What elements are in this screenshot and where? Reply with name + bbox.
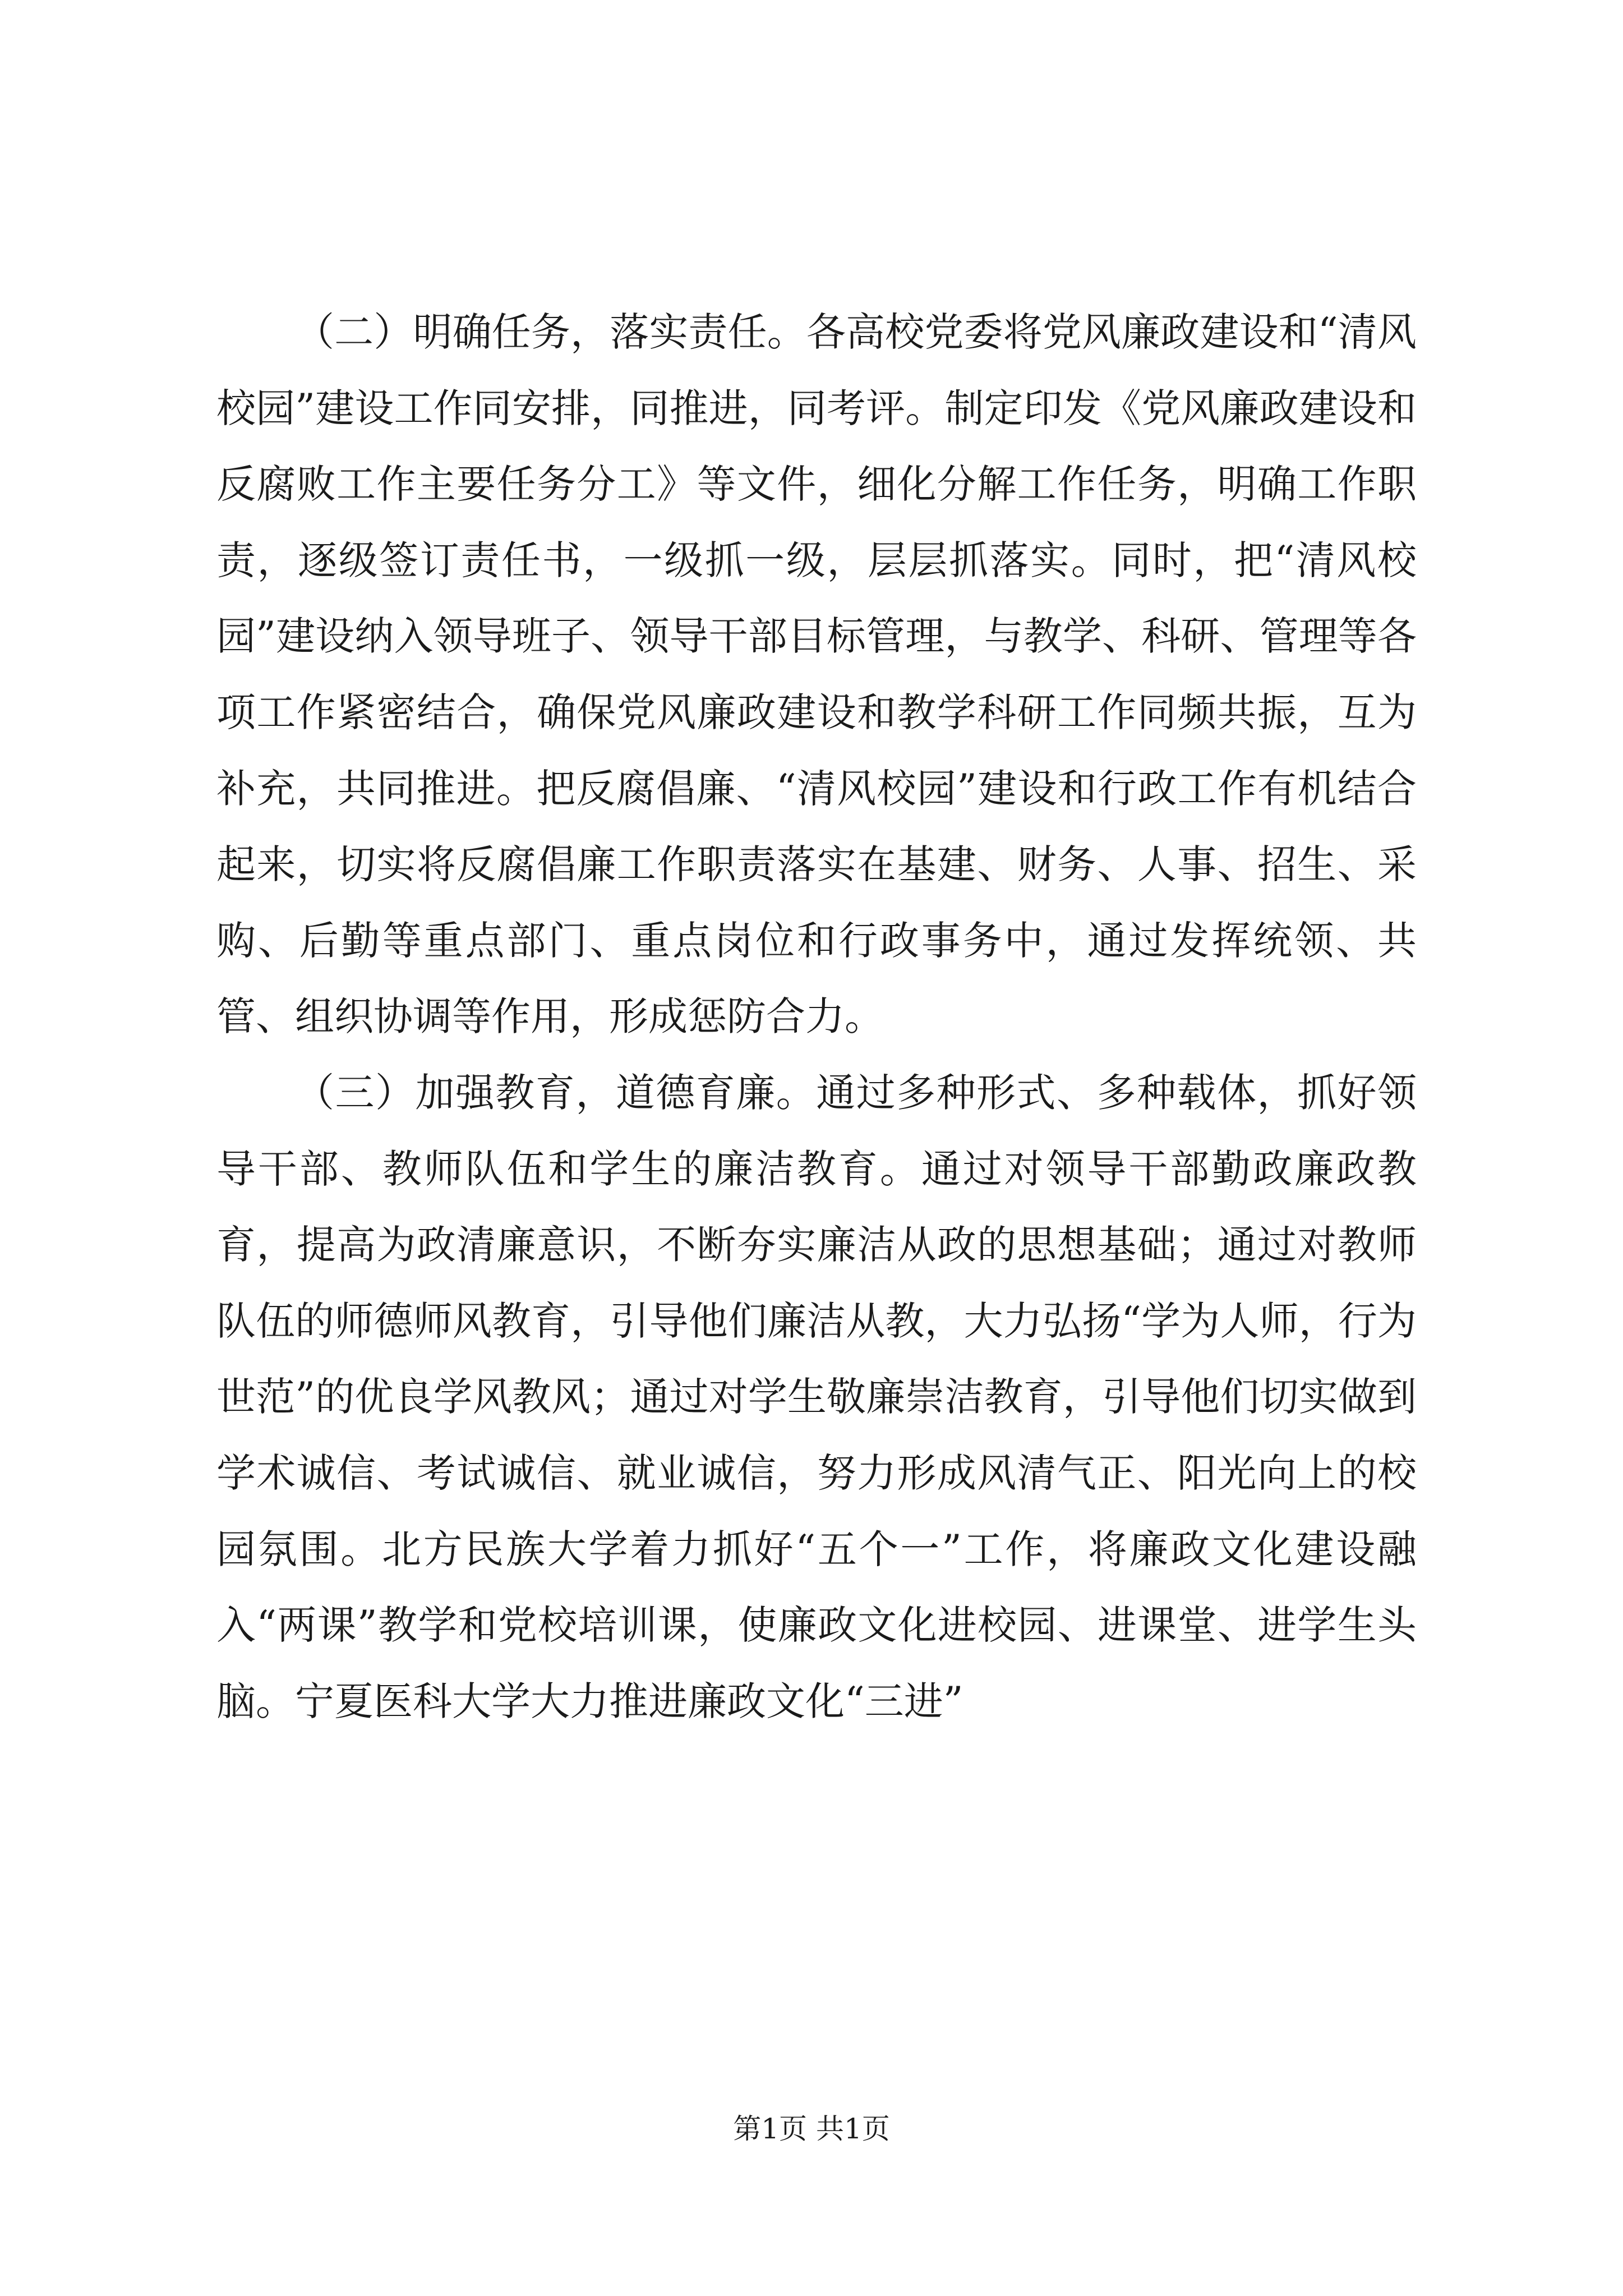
document-body xyxy=(216,295,1417,1740)
paragraph-section-3: （三）加强教育，道德育廉。通过多种形式、多种载体，抓好领导干部、教师队伍和学生的廉洁教育。通过对领导干部勤政廉政教育，提高为政清廉意识，不断夯实廉洁从政的思想基础；通过对教师队伍的师德师风教育，引导他们廉洁从教，大力弘扬“学为人师，行为世范”的优良学风教风；通过对学生敬廉崇洁教育，引导他们切实做到学术诚信、考试诚信、就业诚信，努力形成风清气正、阳光向上的校园氛围。北方民族大学着力抓好“五个一”工作，将廉政文化建设融入“两课”教学和党校培训课，使廉政文化进校园、进课堂、进学生头脑。宁夏医科大学大力推进廉政文化“三进” xyxy=(216,1069,1417,1724)
paragraph-section-2: （二）明确任务，落实责任。各高校党委将党风廉政建设和“清风校园”建设工作同安排，同推进，同考评。制定印发《党风廉政建设和反腐败工作主要任务分工》等文件，细化分解工作任务，明确工作职责，逐级签订责任书，一级抓一级，层层抓落实。同时，把“清风校园”建设纳入领导班子、领导干部目标管理，与教学、科研、管理等各项工作紧密结合，确保党风廉政建设和教学科研工作同频共振，互为补充，共同推进。把反腐倡廉、“清风校园”建设和行政工作有机结合起来，切实将反腐倡廉工作职责落实在基建、财务、人事、招生、采购、后勤等重点部门、重点岗位和行政事务中，通过发挥统领、共管、组织协调等作用，形成惩防合力。 xyxy=(216,309,1417,1040)
page-footer: 第1页 共1页 xyxy=(733,2113,890,2145)
